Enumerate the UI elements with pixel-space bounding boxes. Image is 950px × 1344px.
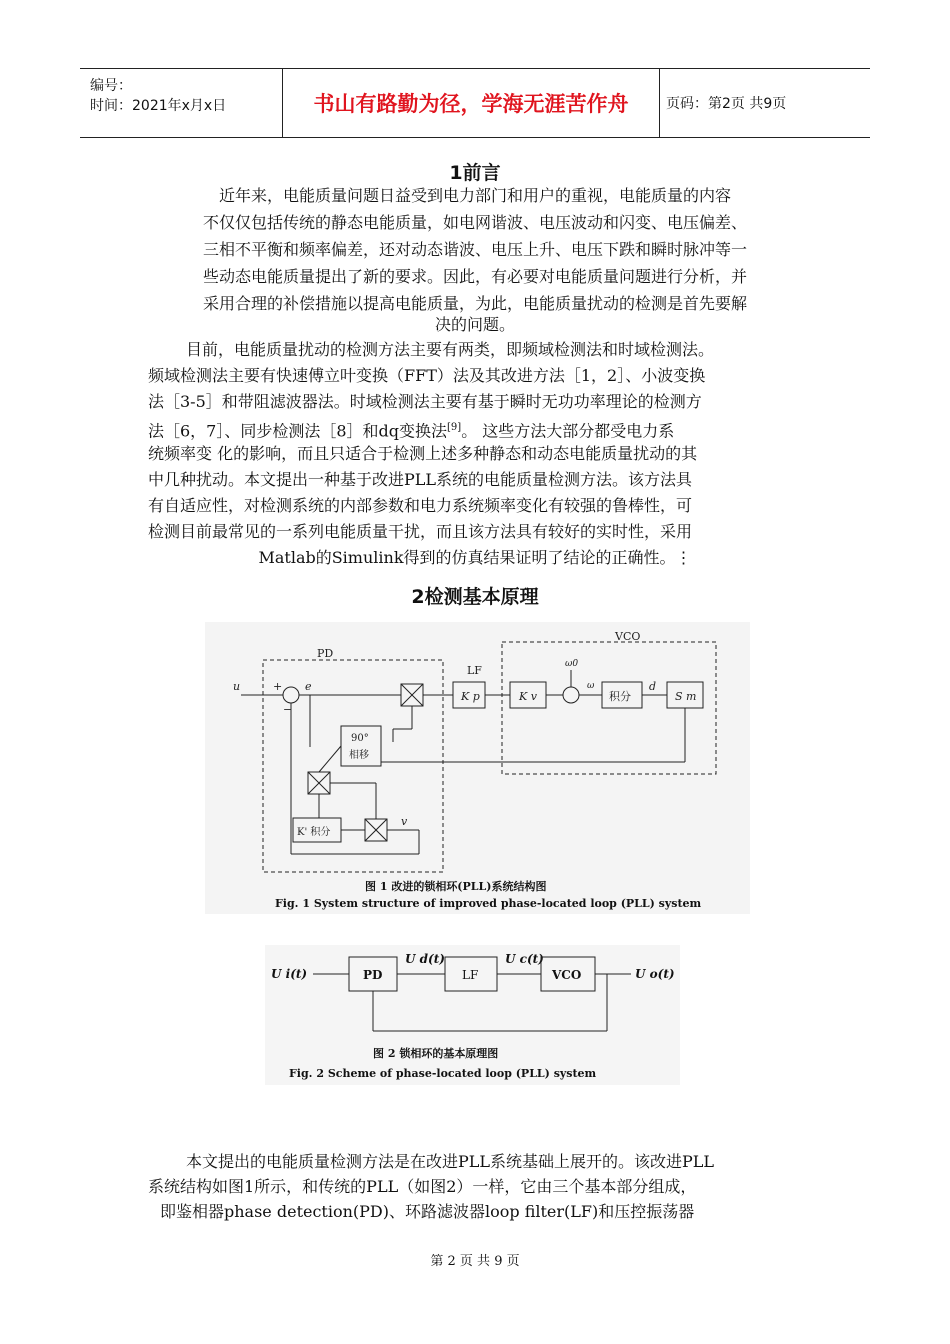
figure-2-diagram [265,945,680,1085]
phase-shift-text: 90° [351,733,369,744]
paragraph-line: 些动态电能质量提出了新的要求。因此，有必要对电能质量问题进行分析，并 [202,267,747,286]
paragraph-line: 决的问题。 [434,315,515,334]
number-label: 编号： [90,78,132,94]
integrator-label: 积分 [609,690,631,703]
k-integrator-label: K' 积分 [297,827,331,838]
lf-label: LF [467,664,482,677]
output-signal-label: U o(t) [635,967,675,981]
output-v-label: v [401,815,408,828]
figure-1-diagram [205,622,750,914]
page-header [80,68,870,138]
d-label: d [649,680,657,693]
input-u-label: u [233,680,241,693]
paragraph-line: 检测目前最常见的一系列电能质量干扰，而且该方法具有较好的实时性，采用 [148,522,693,541]
page-number-text: 页码：第2页 共9页 [666,96,787,112]
figure-1-caption-en: Fig. 1 System structure of improved phase-located loop (PLL) system [275,897,702,910]
paragraph-line: 近年来，电能质量问题日益受到电力部门和用户的重视，电能质量的内容 [218,186,731,205]
minus-sign: − [283,703,293,716]
figure-2-caption-en: Fig. 2 Scheme of phase-located loop (PLL) system [289,1067,597,1080]
citation-superscript: [9] [447,422,462,433]
figure-1-caption-cn: 图 1 改进的锁相环(PLL)系统结构图 [365,880,547,893]
figure-background [265,945,680,1085]
page-number-label [666,69,870,137]
paragraph-line: 法［3-5］和带阻滤波器法。时域检测法主要有基于瞬时无功功率理论的检测方 [148,392,702,411]
error-e-label: e [305,680,312,693]
header-motto: 书山有路勤为径，学海无涯苦作舟 [313,92,629,116]
input-signal-label: U i(t) [271,967,308,981]
kp-label: K p [461,690,480,703]
time-label: 时间：2021年x月x日 [90,98,227,114]
section-title-intro: 1前言 [449,162,501,184]
paragraph-line: 统频率变 化的影响，而且只适合于检测上述多种静态和动态电能质量扰动的其 [148,444,698,463]
lf-text: LF [462,968,479,982]
paragraph-line: 系统结构如图1所示，和传统的PLL（如图2）一样，它由三个基本部分组成， [148,1177,697,1196]
paragraph-line: 目前，电能质量扰动的检测方法主要有两类，即频域检测法和时域检测法。 [186,340,715,359]
sm-label: S m [675,690,697,703]
plus-sign: + [273,680,283,693]
header-left-cell [80,69,282,137]
paragraph-line: Matlab的Simulink得到的仿真结果证明了结论的正确性。⋮ [258,548,692,567]
paragraph-line: 频域检测法主要有快速傅立叶变换（FFT）法及其改进方法［1，2］、小波变换 [148,366,706,385]
vco-text: VCO [552,968,582,982]
uc-label: U c(t) [505,952,544,966]
paragraph-line [148,418,674,441]
section-title-principle: 2检测基本原理 [411,586,539,608]
omega-label: ω [587,681,595,691]
paragraph-line: 有自适应性，对检测系统的内部参数和电力系统频率变化有较强的鲁棒性，可 [148,496,693,515]
phase-shift-text: 相移 [349,750,369,761]
omega0-label: ω0 [565,659,579,669]
paragraph-line: 本文提出的电能质量检测方法是在改进PLL系统基础上展开的。该改进PLL [186,1152,715,1171]
paragraph-line: 中几种扰动。本文提出一种基于改进PLL系统的电能质量检测方法。该方法具 [148,470,693,489]
paragraph-line: 采用合理的补偿措施以提高电能质量，为此，电能质量扰动的检测是首先要解 [202,294,747,313]
paragraph-text: 法［6，7］、同步检测法［8］和dq变换法 [148,421,448,441]
figure-2-caption-cn: 图 2 锁相环的基本原理图 [373,1047,499,1060]
page-footer: 第 2 页 共 9 页 [430,1254,520,1269]
pd-text: PD [363,968,383,982]
pd-label: PD [317,647,334,660]
paragraph-line: 不仅仅包括传统的静态电能质量，如电网谐波、电压波动和闪变、电压偏差、 [202,213,747,232]
paragraph-line: 即鉴相器phase detection(PD)、环路滤波器loop filter(LF)和压控振荡器 [160,1202,695,1221]
paragraph-line: 三相不平衡和频率偏差，还对动态谐波、电压上升、电压下跌和瞬时脉冲等一 [202,240,747,259]
paragraph-text: 。 这些方法大部分都受电力系 [461,421,675,441]
header-divider [659,69,660,137]
vco-label: VCO [615,630,641,643]
ud-label: U d(t) [405,952,445,966]
kv-label: K v [519,690,537,703]
